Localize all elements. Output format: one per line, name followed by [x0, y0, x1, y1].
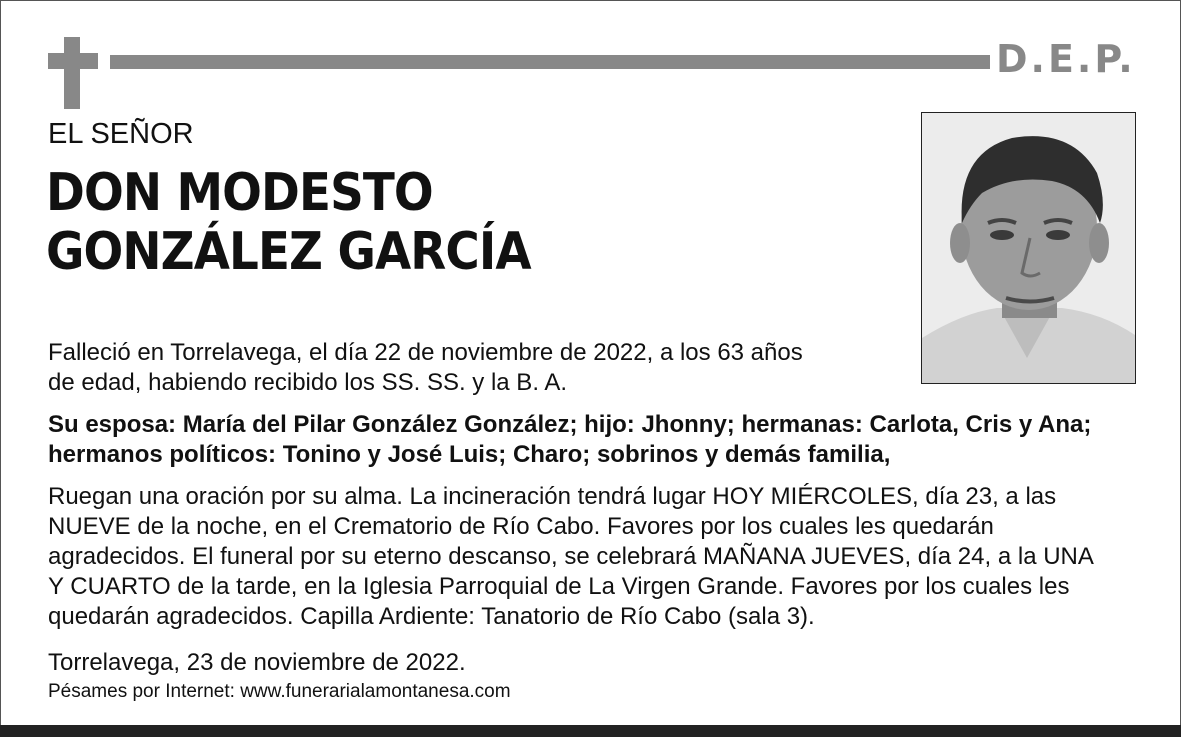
deceased-name — [46, 164, 531, 282]
intro-label: EL SEÑOR — [48, 118, 194, 150]
ceremony-line-4: Y CUARTO de la tarde, en la Iglesia Parroquial de La Virgen Grande. Favores por los cuales les — [48, 573, 1070, 600]
name-line-1: DON MODESTO — [46, 163, 433, 223]
ceremony-line-1: Ruegan una oración por su alma. La incineración tendrá lugar HOY MIÉRCOLES, día 23, a las — [48, 483, 1057, 510]
ceremony-line-5: quedarán agradecidos. Capilla Ardiente: Tanatorio de Río Cabo (sala 3). — [48, 603, 815, 630]
name-line-2: GONZÁLEZ GARCÍA — [46, 222, 531, 282]
dep-label: D.E.P. — [996, 37, 1136, 81]
death-notice-text — [48, 338, 848, 398]
death-notice-line-2: de edad, habiendo recibido los SS. SS. y la B. A. — [48, 369, 567, 396]
death-notice-line-1: Falleció en Torrelavega, el día 22 de noviembre de 2022, a los 63 años — [48, 339, 803, 366]
portrait-image — [922, 113, 1135, 383]
ceremony-line-3: agradecidos. El funeral por su eterno descanso, se celebrará MAÑANA JUEVES, día 24, a la UNA — [48, 543, 1094, 570]
cross-icon-arm — [48, 53, 98, 69]
ceremony-text — [48, 482, 1148, 632]
family-line-2: hermanos políticos: Tonino y José Luis; Charo; sobrinos y demás familia, — [48, 441, 891, 468]
header-rule — [110, 55, 990, 69]
place-date: Torrelavega, 23 de noviembre de 2022. — [48, 649, 466, 676]
family-text — [48, 410, 1138, 470]
ceremony-line-2: NUEVE de la noche, en el Crematorio de Río Cabo. Favores por los cuales les quedarán — [48, 513, 994, 540]
condolences-website: Pésames por Internet: www.funerarialamontanesa.com — [48, 681, 511, 702]
portrait-photo — [921, 112, 1136, 384]
family-line-1: Su esposa: María del Pilar González González; hijo: Jhonny; hermanas: Carlota, Cris y Ana; — [48, 411, 1092, 438]
cross-icon — [64, 37, 80, 109]
bottom-rule — [0, 725, 1181, 737]
